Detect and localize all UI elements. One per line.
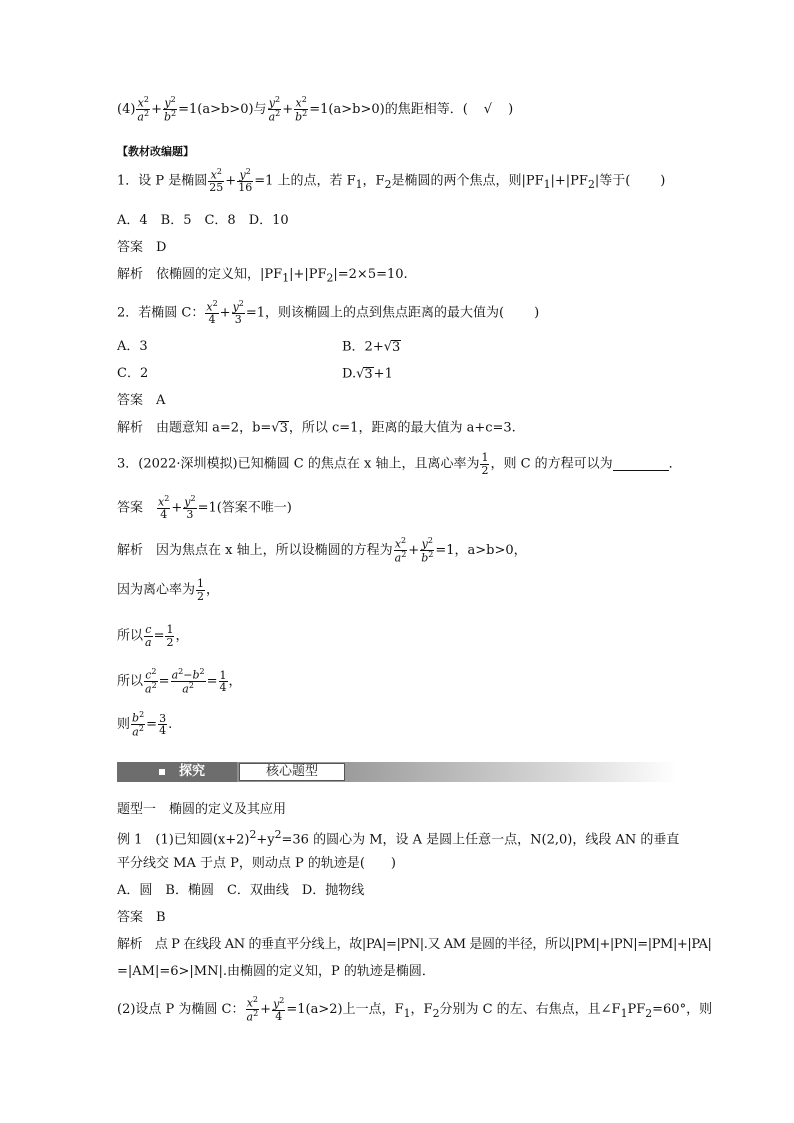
example-1-answer: 答案 B (117, 910, 166, 925)
type-1-title: 题型一 椭圆的定义及其应用 (117, 802, 287, 817)
example-1-analysis-2: =|AM|=6>|MN|.由椭圆的定义知，P 的轨迹是椭圆． (117, 964, 435, 979)
fraction-1-2: $\frac{1}{2}$ (481, 451, 489, 477)
banner-right: 核心题型 (239, 763, 345, 781)
question-1: 1．设 P 是椭圆 $\frac{x^2}{25}$ + $\frac{y^2}{16}$ =1 上的点，若 $F_1$，$F_2$是椭圆的两个焦点，则$|PF_1|+|PF_2|$等于( ) (117, 167, 666, 195)
question-2: 2．若椭圆 C： $\frac{x^2}{4}$ + $\frac{y^2}{3}$ =1，则该椭圆上的点到焦点距离的最大值为( ) (117, 299, 540, 327)
example-1-options: A．圆 B．椭圆 C．双曲线 D．抛物线 (117, 883, 365, 898)
question-2-answer: 答案 A (117, 393, 166, 408)
example-1-line-1: 例 1 (1)已知圆$(x+2)^2+y^2=36$ 的圆心为 M，设 A 是圆上任意一点，N(2,0)，线段 AN 的垂直 (117, 828, 680, 848)
question-2-option-d: D.√3+1 (342, 366, 393, 382)
question-1-options: A．4 B．5 C．8 D．10 (117, 213, 289, 228)
question-1-analysis: 解析 依椭圆的定义知，$|PF_1|+|PF_2|=2\times 5=10$. (117, 267, 408, 285)
question-2-analysis: 解析 由题意知 a=2，b=√3，所以 c=1，距离的最大值为 a+c=3. (117, 420, 516, 436)
fraction-y2-16: $\frac{y^2}{16}$ (238, 167, 253, 195)
banner-left: 探究 (117, 762, 237, 782)
question-1-answer: 答案 D (117, 240, 167, 255)
section-label: 【教材改编题】 (117, 145, 194, 158)
question-2-option-a: A．3 (117, 339, 148, 354)
fraction-x2-a2: $\frac{x^2}{a^2}$ (137, 95, 150, 124)
section-banner (117, 762, 677, 782)
question-3-answer: 答案 $\frac{x^2}{4}$ + $\frac{y^2}{3}$ =1(答案不唯一) (117, 494, 292, 522)
fraction-x2-25: $\frac{x^2}{25}$ (209, 167, 224, 195)
question-3-analysis-3: 所以 $\frac{c}{a}$ = $\frac{1}{2}$ ， (117, 623, 189, 649)
fraction-y2-b2: $\frac{y^2}{b^2}$ (163, 95, 177, 124)
example-1-line-2: 平分线交 MA 于点 P，则动点 P 的轨迹是( ) (117, 856, 396, 871)
question-2-option-c: C．2 (117, 366, 149, 381)
square-bullet-icon (159, 769, 165, 775)
check-mark: √ (483, 102, 493, 118)
answer-blank (613, 458, 669, 471)
item-4-line: (4) $\frac{x^2}{a^2}$ + $\frac{y^2}{b^2}$ =1(a>b>0)与 $\frac{y^2}{a^2}$ + $\frac{x^2}{b^2}$ =1(a>b>0)的焦距相等．( √ ) (117, 95, 514, 124)
fraction-y2-a2: $\frac{y^2}{a^2}$ (268, 95, 281, 124)
item-4-prefix: (4) (117, 102, 136, 118)
fraction-x2-b2: $\frac{x^2}{b^2}$ (295, 95, 308, 124)
fraction-x2-4: $\frac{x^2}{4}$ (206, 299, 218, 327)
question-3-analysis-1: 解析 因为焦点在 x 轴上，所以设椭圆的方程为 $\frac{x^2}{a^2}$ + $\frac{y^2}{b^2}$ =1，a>b>0， (117, 536, 527, 565)
question-3-analysis-2: 因为离心率为 $\frac{1}{2}$ ， (117, 577, 220, 603)
question-3-analysis-5: 则 $\frac{b^2}{a^2}$ = $\frac{3}{4}$ . (117, 710, 173, 739)
example-1-part-2: (2)设点 P 为椭圆 C： $\frac{x^2}{a^2}$ + $\frac{y^2}{4}$ =1(a>2)上一点，$F_1$，$F_2$分别为 C 的左、右焦点，且$\angle F_1PF_2=60^\circ$，则 (117, 995, 713, 1024)
example-1-analysis-1: 解析 点 P 在线段 AN 的垂直平分线上，故|PA|=|PN|.又 AM 是圆的半径，所以|PM|+|PN|=|PM|+|PA| (117, 937, 712, 952)
question-3-analysis-4: 所以 $\frac{c^2}{a^2}$ = $\frac{a^2-b^2}{a^2}$ = $\frac{1}{4}$ ， (117, 667, 242, 696)
question-3: 3．(2022·深圳模拟)已知椭圆 C 的焦点在 x 轴上，且离心率为 $\frac{1}{2}$ ，则 C 的方程可以为 ． (117, 451, 682, 477)
question-2-option-b: B．2+√3 (342, 339, 401, 355)
fraction-y2-3: $\frac{y^2}{3}$ (232, 299, 244, 327)
